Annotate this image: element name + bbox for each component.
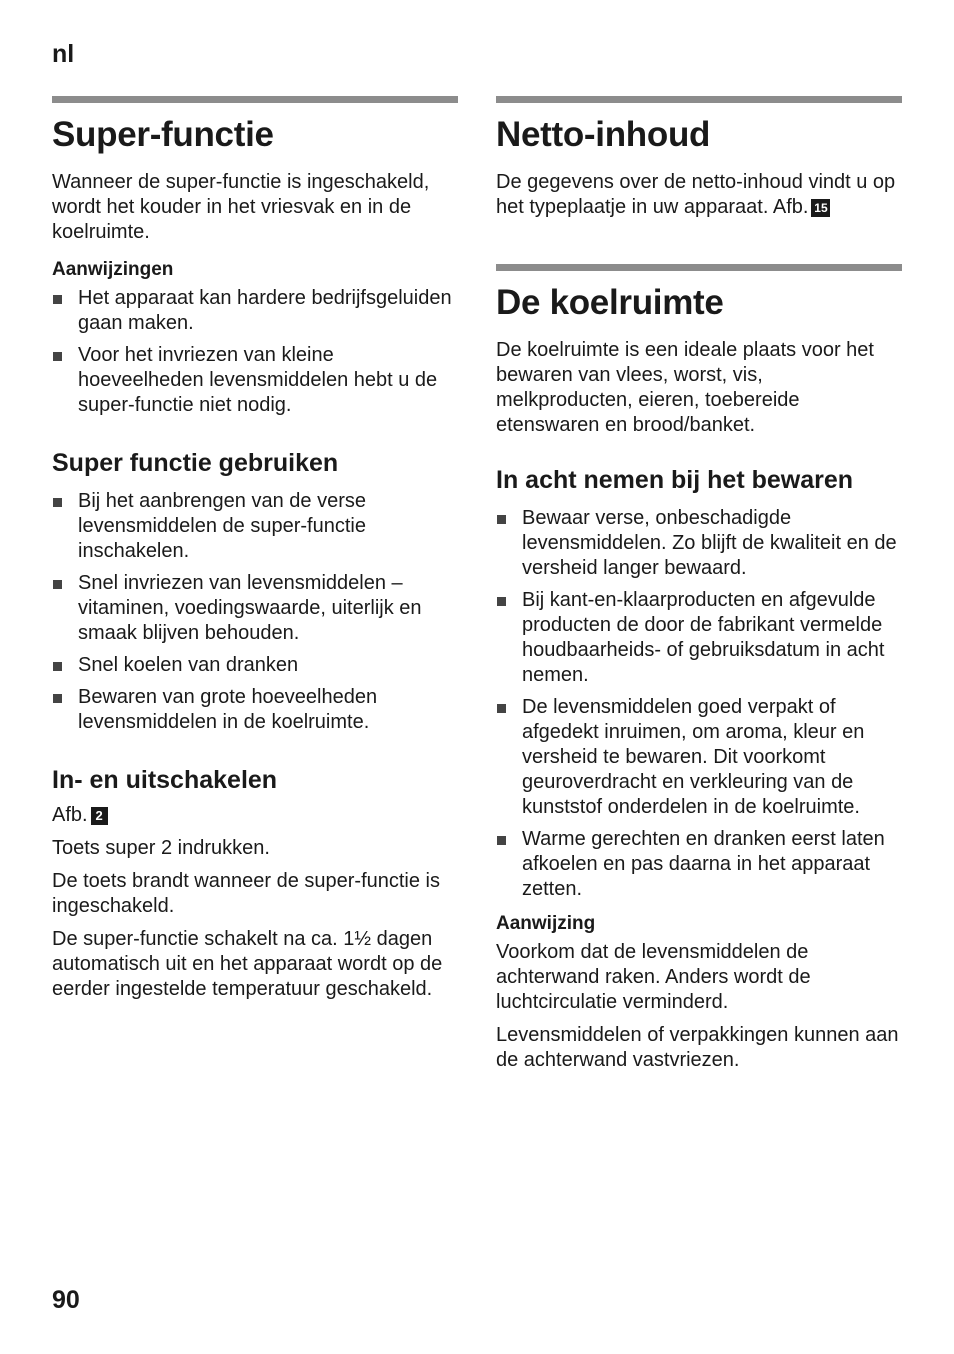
onoff-auto-off-text: De super-functie schakelt na ca. 1½ dagen automatisch uit en het apparaat wordt op de eerder ingestelde temperatuur geschakeld. bbox=[52, 928, 443, 1000]
section-rule bbox=[496, 264, 902, 271]
list-item: Snel invriezen van levensmiddelen – vitaminen, voedingswaarde, uiterlijk en smaak blijven behouden. bbox=[52, 571, 458, 646]
list-item: Voor het invriezen van kleine hoeveelheden levensmiddelen hebt u de super-functie niet nodig. bbox=[52, 343, 458, 418]
list-item: Warme gerechten en dranken eerst laten afkoelen en pas daarna in het apparaat zetten. bbox=[496, 827, 902, 902]
super-functie-gebruiken-heading: Super functie gebruiken bbox=[52, 449, 339, 477]
netto-inhoud-text bbox=[496, 170, 902, 220]
note-heading: Aanwijzing bbox=[496, 913, 596, 934]
figure-number-badge: 15 bbox=[811, 199, 830, 217]
section-rule bbox=[496, 96, 902, 103]
figure-reference bbox=[52, 803, 458, 828]
figure-prefix: Afb. bbox=[52, 804, 88, 826]
language-code: nl bbox=[52, 40, 75, 68]
onoff-step: Toets super 2 indrukken. bbox=[52, 837, 270, 859]
note-text: Voorkom dat de levensmiddelen de achterwand raken. Anders wordt de luchtcirculatie verminderd. bbox=[496, 941, 811, 1013]
figure-prefix: Afb. bbox=[772, 196, 809, 218]
super-functie-intro: Wanneer de super-functie is ingeschakeld, wordt het kouder in het vriesvak en in de koelruimte. bbox=[52, 171, 430, 243]
list-item: Bewaar verse, onbeschadigde levensmiddelen. Zo blijft de kwaliteit en de versheid langer bewaard. bbox=[496, 506, 902, 581]
right-column bbox=[496, 0, 902, 1073]
onoff-indicator-text: De toets brandt wanneer de super-functie is ingeschakeld. bbox=[52, 870, 440, 917]
list-item: Het apparaat kan hardere bedrijfsgeluiden gaan maken. bbox=[52, 286, 458, 336]
list-item: Bij kant-en-klaarproducten en afgevulde producten de door de fabrikant vermelde houdbaarheids- of gebruiksdatum in acht nemen. bbox=[496, 588, 902, 688]
notes-list bbox=[52, 286, 458, 418]
section-rule bbox=[52, 96, 458, 103]
list-item: Bewaren van grote hoeveelheden levensmiddelen in de koelruimte. bbox=[52, 685, 458, 735]
koelruimte-intro: De koelruimte is een ideale plaats voor het bewaren van vlees, worst, vis, melkproducten, eieren, toebereide etenswaren en brood/banket. bbox=[496, 339, 874, 436]
note-text-2: Levensmiddelen of verpakkingen kunnen aan de achterwand vastvriezen. bbox=[496, 1024, 899, 1071]
page-number: 90 bbox=[52, 1286, 80, 1314]
notes-heading: Aanwijzingen bbox=[52, 259, 174, 280]
netto-inhoud-sentence: De gegevens over de netto-inhoud vindt u op het typeplaatje in uw apparaat. bbox=[496, 171, 896, 218]
figure-number-badge: 2 bbox=[91, 807, 108, 825]
bewaren-heading: In acht nemen bij het bewaren bbox=[496, 466, 854, 494]
use-list bbox=[52, 489, 458, 735]
super-functie-title: Super-functie bbox=[52, 115, 274, 154]
store-list bbox=[496, 506, 902, 902]
list-item: De levensmiddelen goed verpakt of afgedekt inruimen, om aroma, kleur en versheid te bewaren. Dit voorkomt geuroverdracht en verkleuring van de kunststof onderdelen in de koelruimte. bbox=[496, 695, 902, 820]
netto-inhoud-title: Netto-inhoud bbox=[496, 115, 711, 154]
koelruimte-title: De koelruimte bbox=[496, 283, 724, 322]
in-uitschakelen-heading: In- en uitschakelen bbox=[52, 766, 278, 794]
list-item: Bij het aanbrengen van de verse levensmiddelen de super-functie inschakelen. bbox=[52, 489, 458, 564]
list-item: Snel koelen van dranken bbox=[52, 653, 458, 678]
left-column bbox=[52, 0, 458, 1002]
